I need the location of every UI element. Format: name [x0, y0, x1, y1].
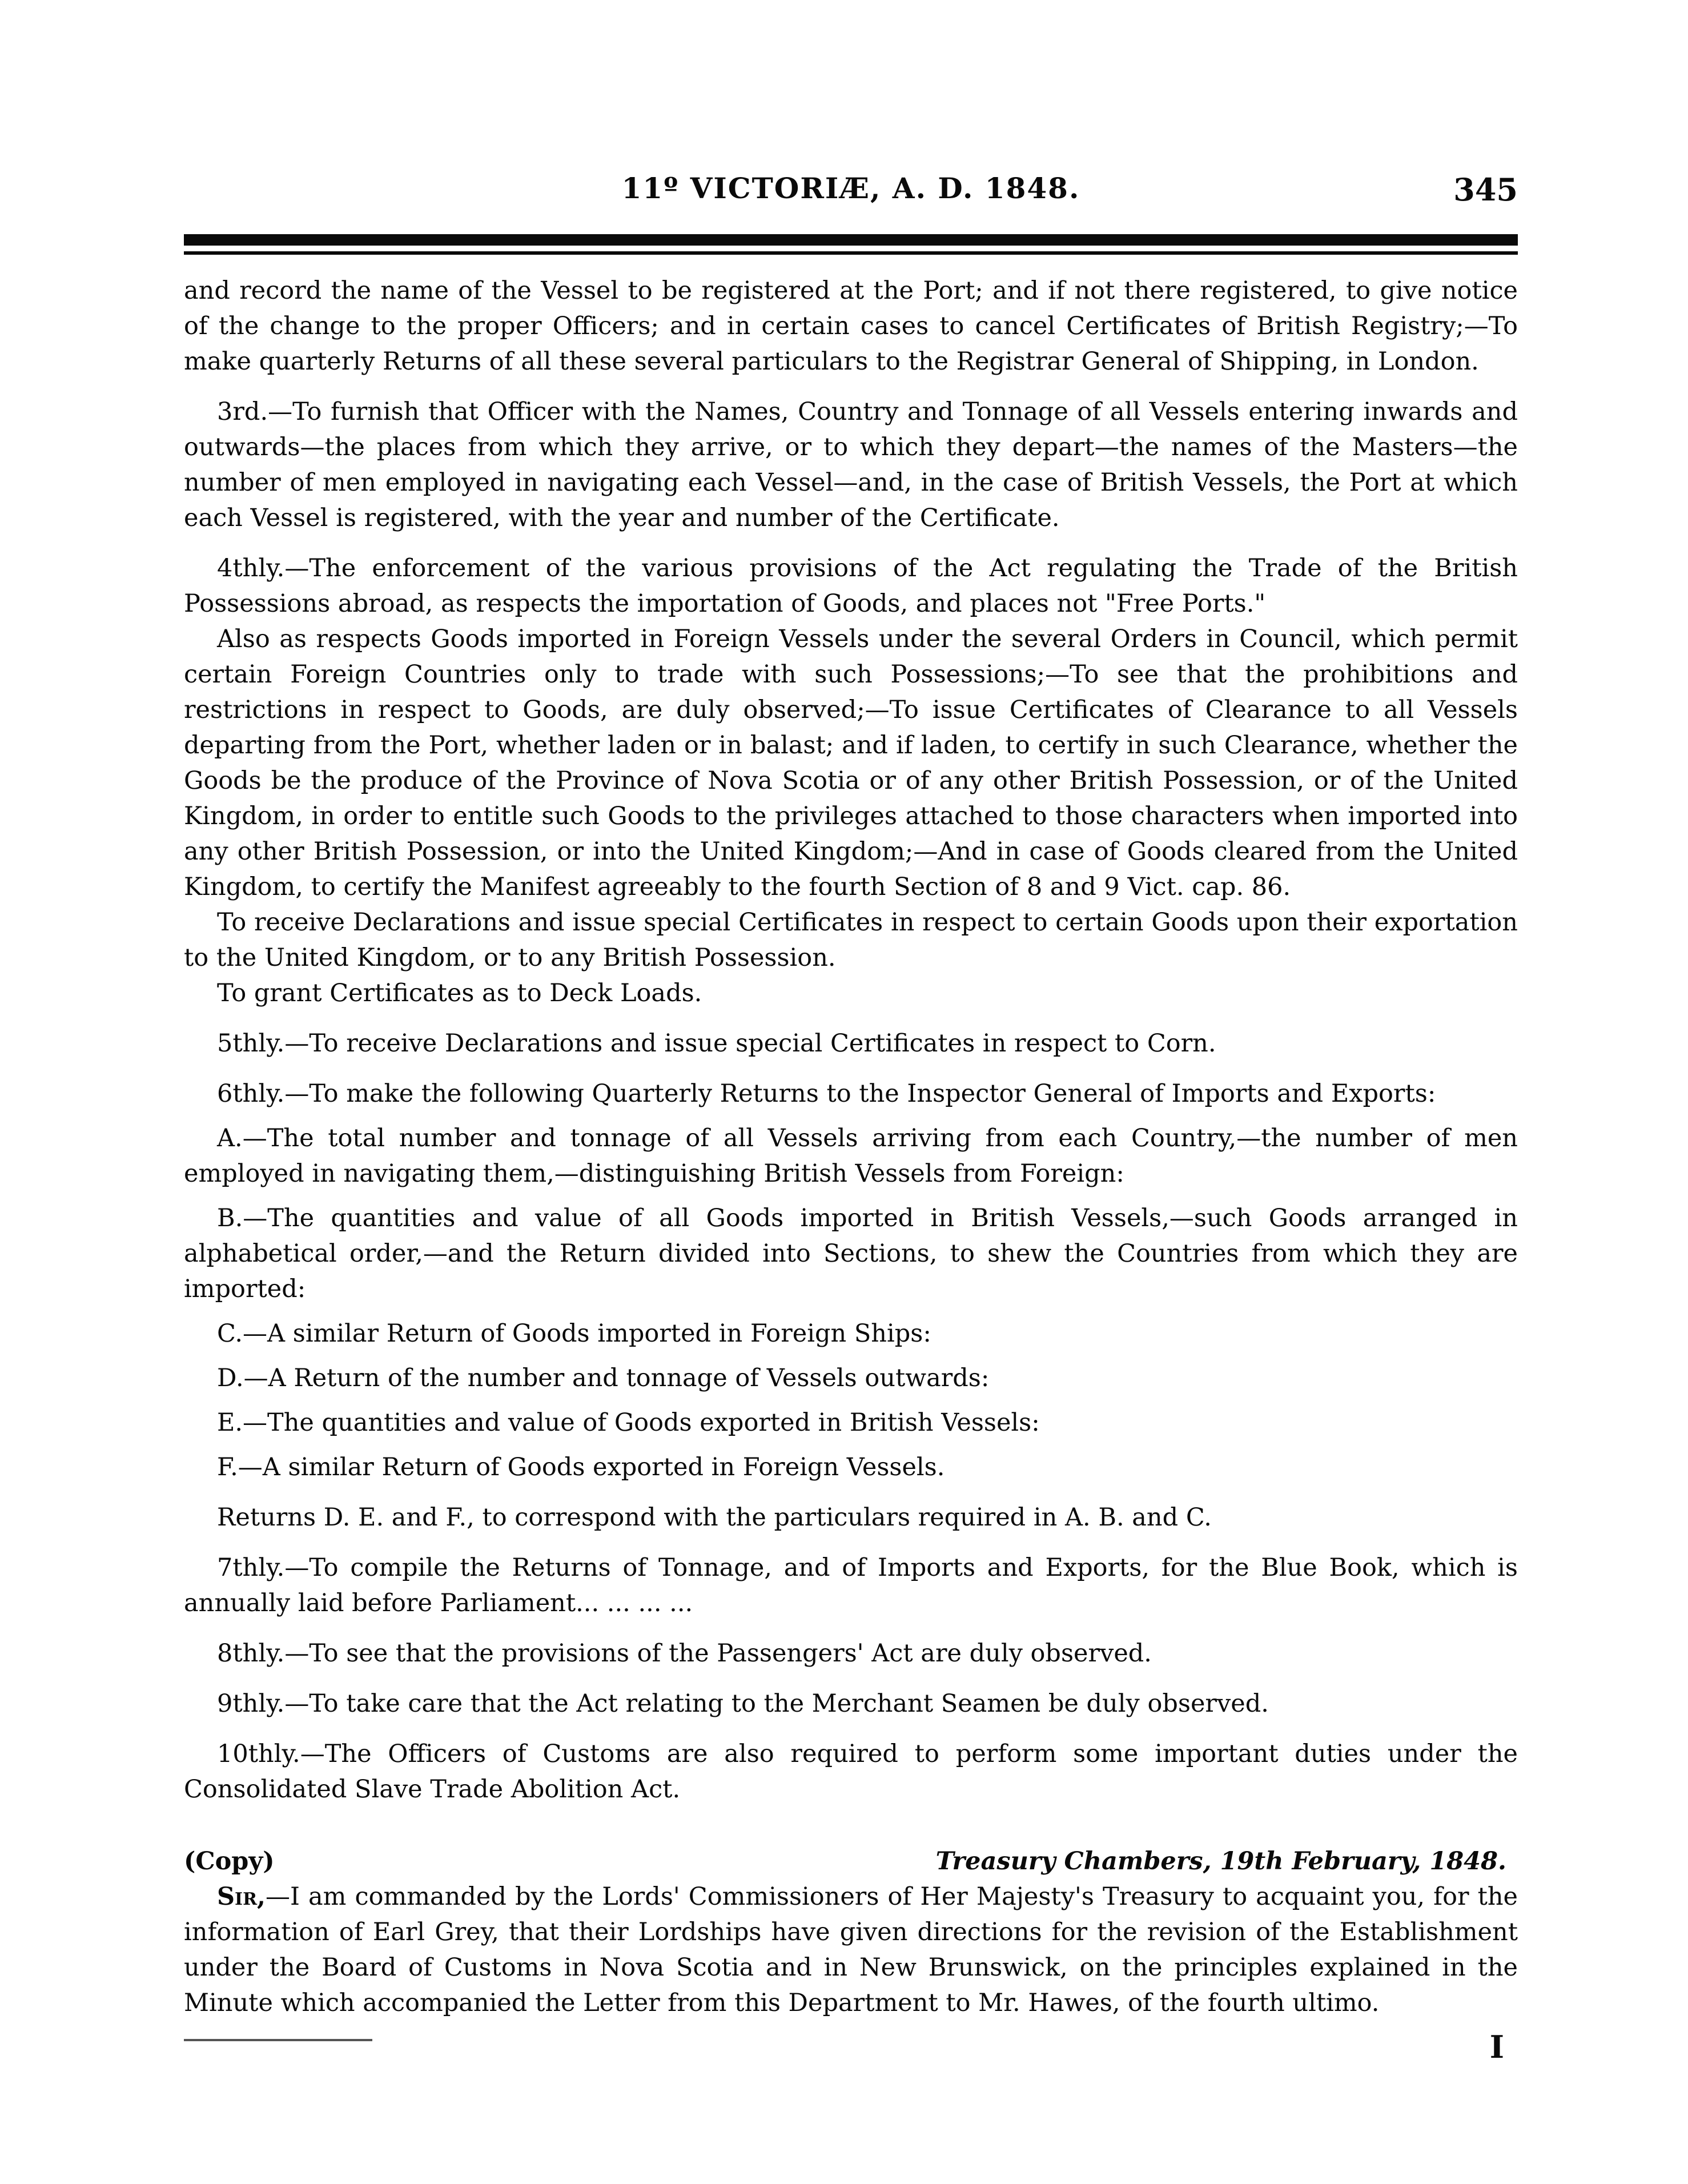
header-rule-thick: [184, 234, 1518, 246]
return-item-b: B.—The quantities and value of all Goods imported in British Vessels,—such Goods arranged in alphabetical order,—and the Return divided into Sections, to shew the Countries from which they are imported:: [184, 1204, 1518, 1303]
paragraph-declarations: To receive Declarations and issue special Certificates in respect to certain Goods upon their exportation to the United Kingdom, or to any British Possession.: [184, 908, 1518, 972]
return-item-f: F.—A similar Return of Goods exported in Foreign Vessels.: [217, 1453, 945, 1482]
paragraph-4thly: 4thly.—The enforcement of the various provisions of the Act regulating the Trade of the British Possessions abroad, as respects the importation of Goods, and places not "Free Ports.": [184, 554, 1518, 618]
letter-text: —I am commanded by the Lords' Commissioners of Her Majesty's Treasury to acquaint you, for the information of Earl Grey, that their Lordships have given directions for the revision of the Establishment under the Board of Customs in Nova Scotia and in New Brunswick, on the principles explained in the Minute which accompanied the Letter from this Department to Mr. Hawes, of the fourth ultimo.: [184, 1882, 1518, 2017]
page-body: [184, 273, 1518, 2021]
page-number: 345: [1453, 171, 1518, 208]
paragraph-deck-loads: To grant Certificates as to Deck Loads.: [217, 979, 702, 1007]
header-rule-thin: [184, 251, 1518, 255]
paragraph-7thly: 7thly.—To compile the Returns of Tonnage, and of Imports and Exports, for the Blue Book, which is annually laid before Parliament... ... ... ...: [184, 1553, 1518, 1617]
paragraph-foreign-vessels: Also as respects Goods imported in Foreign Vessels under the several Orders in Council, which permit certain Foreign Countries only to trade with such Possessions;—To see that the prohibitions and restrictions in respect to Goods, are duly observed;—To issue Certificates of Clearance to all Vessels departing from the Port, whether laden or in balast; and if laden, to certify in such Clearance, whether the Goods be the produce of the Province of Nova Scotia or of any other British Possession, or of the United Kingdom, in order to entitle such Goods to the privileges attached to those characters when imported into any other British Possession, or into the United Kingdom;—And in case of Goods cleared from the United Kingdom, to certify the Manifest agreeably to the fourth Section of 8 and 9 Vict. cap. 86.: [184, 625, 1518, 901]
letter-body: [184, 1879, 1518, 2021]
paragraph-10thly: 10thly.—The Officers of Customs are also required to perform some important duties under the Consolidated Slave Trade Abolition Act.: [184, 1740, 1518, 1804]
page-header: [184, 171, 1518, 217]
paragraph-continued: and record the name of the Vessel to be registered at the Port; and if not there registered, to give notice of the change to the proper Officers; and in certain cases to cancel Certificates of British Registry;—To make quarterly Returns of all these several particulars to the Registrar General of Shipping, in London.: [184, 276, 1518, 376]
signature-mark: I: [1489, 2029, 1504, 2065]
return-item-d: D.—A Return of the number and tonnage of Vessels outwards:: [217, 1364, 990, 1392]
paragraph-6thly: 6thly.—To make the following Quarterly Returns to the Inspector General of Imports and Exports:: [217, 1079, 1436, 1108]
return-item-e: E.—The quantities and value of Goods exported in British Vessels:: [217, 1408, 1040, 1437]
letter-salutation: Sir,: [217, 1882, 266, 1911]
paragraph-returns-note: Returns D. E. and F., to correspond with the particulars required in A. B. and C.: [217, 1503, 1212, 1532]
paragraph-9thly: 9thly.—To take care that the Act relating to the Merchant Seamen be duly observed.: [217, 1689, 1269, 1718]
copy-label: (Copy): [184, 1847, 275, 1876]
running-title: 11º VICTORIÆ, A. D. 1848.: [621, 171, 1080, 205]
paragraph-3rd: 3rd.—To furnish that Officer with the Names, Country and Tonnage of all Vessels entering inwards and outwards—the places from which they arrive, or to which they depart—the names of the Masters—the number of men employed in navigating each Vessel—and, in the case of British Vessels, the Port at which each Vessel is registered, with the year and number of the Certificate.: [184, 398, 1518, 532]
footer-dash: [184, 2039, 372, 2041]
return-item-a: A.—The total number and tonnage of all Vessels arriving from each Country,—the number of men employed in navigating them,—distinguishing British Vessels from Foreign:: [184, 1124, 1518, 1188]
return-item-c: C.—A similar Return of Goods imported in Foreign Ships:: [217, 1319, 931, 1348]
paragraph-5thly: 5thly.—To receive Declarations and issue special Certificates in respect to Corn.: [217, 1029, 1216, 1058]
paragraph-8thly: 8thly.—To see that the provisions of the Passengers' Act are duly observed.: [217, 1639, 1152, 1668]
letter-heading: [184, 1844, 1518, 1879]
letter-dateline: Treasury Chambers, 19th February, 1848.: [935, 1847, 1506, 1876]
